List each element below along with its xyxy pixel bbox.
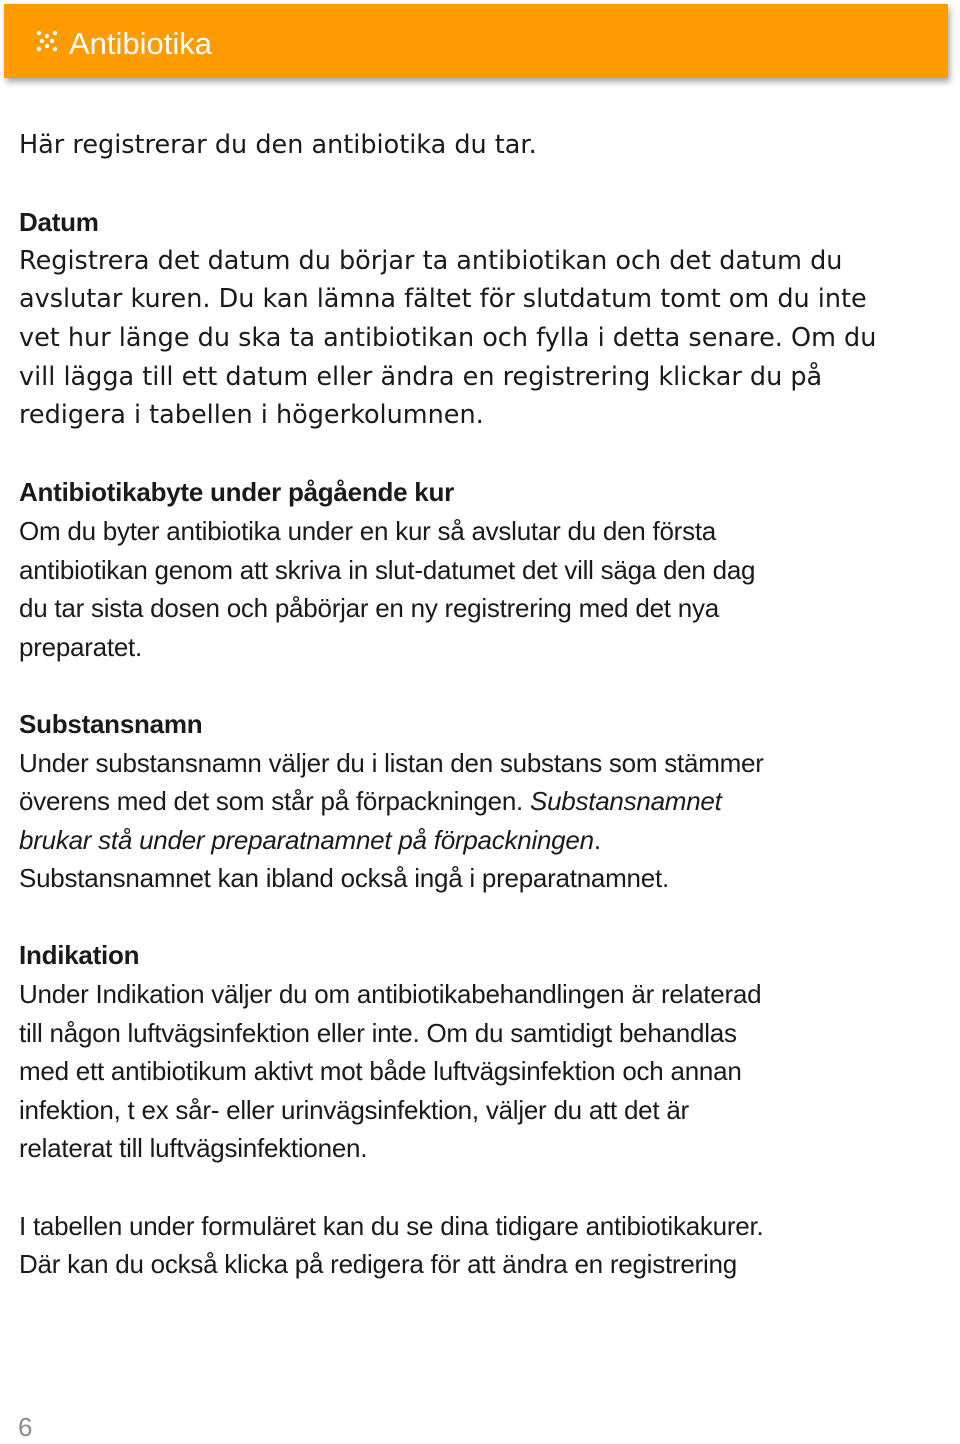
substans-italic-text: brukar stå under preparatnamnet på förpackningen [19, 824, 594, 855]
substans-line: Substansnamnet kan ibland också ingå i preparatnamnet. [19, 863, 669, 894]
page-title: Antibiotika [69, 25, 213, 61]
indikation-line: Under Indikation väljer du om antibiotikabehandlingen är relaterad [19, 979, 762, 1010]
dots-pattern-icon [35, 29, 59, 53]
indikation-heading: Indikation [19, 940, 140, 971]
substans-italic-text: Substansnamnet [529, 786, 722, 817]
intro-text: Här registrerar du den antibiotika du tar. [19, 130, 537, 160]
tabell-line: Där kan du också klicka på redigera för att ändra en registrering [19, 1249, 737, 1280]
substans-line [19, 782, 939, 821]
tabell-line: I tabellen under formuläret kan du se dina tidigare antibiotikakurer. [19, 1210, 764, 1241]
indikation-line: till någon luftvägsinfektion eller inte. Om du samtidigt behandlas [19, 1017, 737, 1048]
title-bar [4, 4, 948, 78]
substans-heading: Substansnamn [19, 708, 203, 739]
page-number: 6 [18, 1412, 33, 1442]
byte-heading: Antibiotikabyte under pågående kur [19, 477, 455, 508]
byte-line: preparatet. [19, 631, 142, 662]
byte-line: antibiotikan genom att skriva in slut-datumet det vill säga den dag [19, 554, 756, 585]
substans-line [19, 821, 939, 860]
content [19, 126, 939, 1284]
byte-line: Om du byter antibiotika under en kur så avslutar du den första [19, 515, 716, 546]
substans-line: Under substansnamn väljer du i listan den substans som stämmer [19, 747, 764, 778]
indikation-line: relaterat till luftvägsinfektionen. [19, 1133, 368, 1164]
substans-text: överens med det som står på förpackningen. [19, 786, 530, 817]
datum-line: vet hur länge du ska ta antibiotikan och fylla i detta senare. Om du [19, 322, 877, 353]
substans-text: . [593, 824, 601, 855]
datum-heading: Datum [19, 207, 99, 238]
indikation-line: infektion, t ex sår- eller urinvägsinfektion, väljer du att det är [19, 1094, 689, 1125]
datum-line: avslutar kuren. Du kan lämna fältet för slutdatum tomt om du inte [19, 284, 867, 315]
datum-line: redigera i tabellen i högerkolumnen. [19, 400, 484, 431]
byte-line: du tar sista dosen och påbörjar en ny registrering med det nya [19, 593, 719, 624]
datum-line: Registrera det datum du börjar ta antibiotikan och det datum du [19, 245, 843, 276]
indikation-line: med ett antibiotikum aktivt mot både luftvägsinfektion och annan [19, 1056, 742, 1087]
datum-line: vill lägga till ett datum eller ändra en registrering klickar du på [19, 361, 823, 392]
